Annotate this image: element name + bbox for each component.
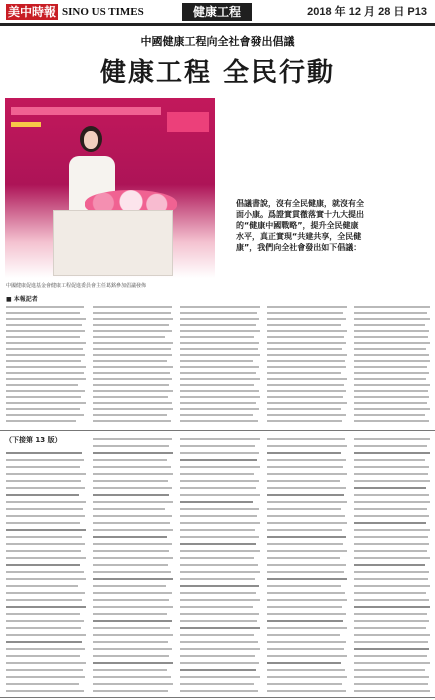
brand-logo: 美中時報 xyxy=(7,5,56,19)
section-divider xyxy=(0,430,435,431)
footer-rule xyxy=(0,697,435,698)
masthead-rule xyxy=(0,23,435,26)
section-title: 健康工程 xyxy=(182,3,252,21)
publication-name: SINO US TIMES xyxy=(62,6,144,18)
podium xyxy=(53,210,173,276)
article-title: 健康工程 全民行動 xyxy=(99,58,336,88)
article-subtitle: 中國健康工程向全社會發出倡議 xyxy=(140,35,295,48)
photo-backdrop-panel xyxy=(167,112,209,132)
article-photo xyxy=(5,98,215,278)
continued-label: （下接第 13 版） xyxy=(5,436,62,444)
article-byline: ■ 本報記者 xyxy=(6,296,38,303)
speaker-face xyxy=(84,131,98,149)
photo-gold-accent xyxy=(11,122,41,127)
photo-caption: 中國健康促進基金會健康工程促進委員會主任葛銘參加倡議發佈 xyxy=(6,283,147,289)
photo-backdrop-banner xyxy=(11,107,161,115)
pull-quote: 倡議書說，沒有全民健康，就沒有全面小康。爲證實貫徹落實十九大提出的“健康中國戰略”，提升全民健康水平，真正實現“共建共享，全民健康”，我們向全社會發出如下倡議： xyxy=(236,199,364,252)
issue-date-page: 2018 年 12 月 28 日 P13 xyxy=(307,6,427,18)
